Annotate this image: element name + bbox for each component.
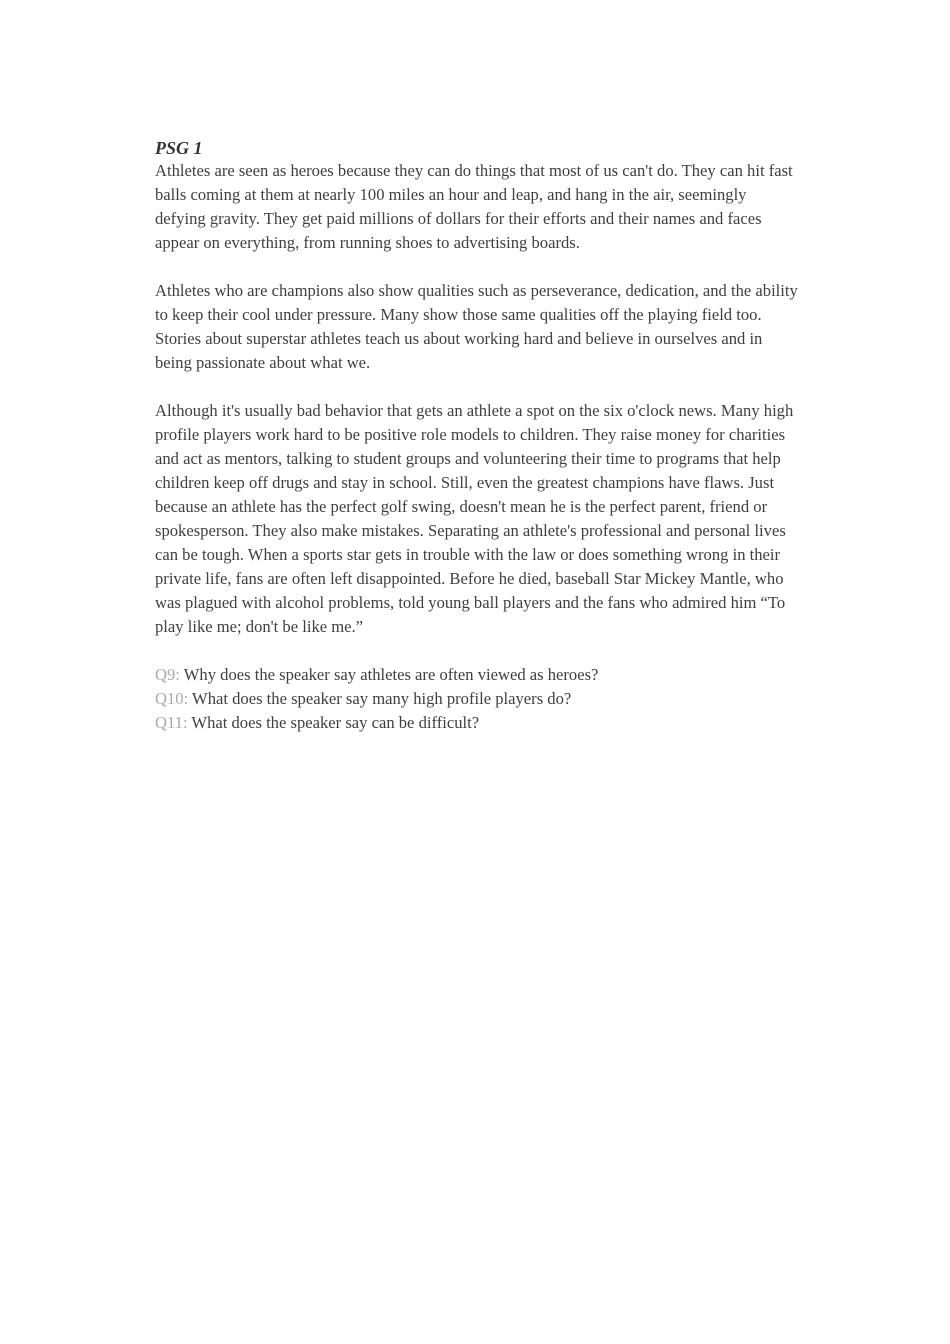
passage-paragraph-1: Athletes are seen as heroes because they can do things that most of us can't do. They can hit fast balls coming at them at nearly 100 miles an hour and leap, and hang in the air, seemingly defying gravity. They get paid millions of dollars for their efforts and their names and faces appear on everything, from running shoes to advertising boards. <box>155 161 793 252</box>
question-number: Q10: <box>155 689 189 708</box>
passage-heading: PSG 1 <box>155 138 203 158</box>
question-number: Q11: <box>155 713 188 732</box>
question-item <box>155 687 800 711</box>
passage-paragraph-2: Athletes who are champions also show qualities such as perseverance, dedication, and the ability to keep their cool under pressure. Many show those same qualities off the playing field too. Stories about superstar athletes teach us about working hard and believe in ourselves and in being passionate about what we. <box>155 281 798 372</box>
question-item <box>155 711 800 735</box>
question-text: What does the speaker say can be difficult? <box>187 713 480 732</box>
document-page <box>155 137 800 735</box>
question-text: What does the speaker say many high profile players do? <box>188 689 572 708</box>
question-number: Q9: <box>155 665 180 684</box>
question-item <box>155 663 800 687</box>
question-text: Why does the speaker say athletes are often viewed as heroes? <box>179 665 599 684</box>
question-list <box>155 663 800 735</box>
passage-paragraph-3: Although it's usually bad behavior that gets an athlete a spot on the six o'clock news. Many high profile players work hard to be positive role models to children. They raise money for charities and act as mentors, talking to student groups and volunteering their time to programs that help children keep off drugs and stay in school. Still, even the greatest champions have flaws. Just because an athlete has the perfect golf swing, doesn't mean he is the perfect parent, friend or spokesperson. They also make mistakes. Separating an athlete's professional and personal lives can be tough. When a sports star gets in trouble with the law or does something wrong in their private life, fans are often left disappointed. Before he died, baseball Star Mickey Mantle, who was plagued with alcohol problems, told young ball players and the fans who admired him “To play like me; don't be like me.” <box>155 401 794 636</box>
